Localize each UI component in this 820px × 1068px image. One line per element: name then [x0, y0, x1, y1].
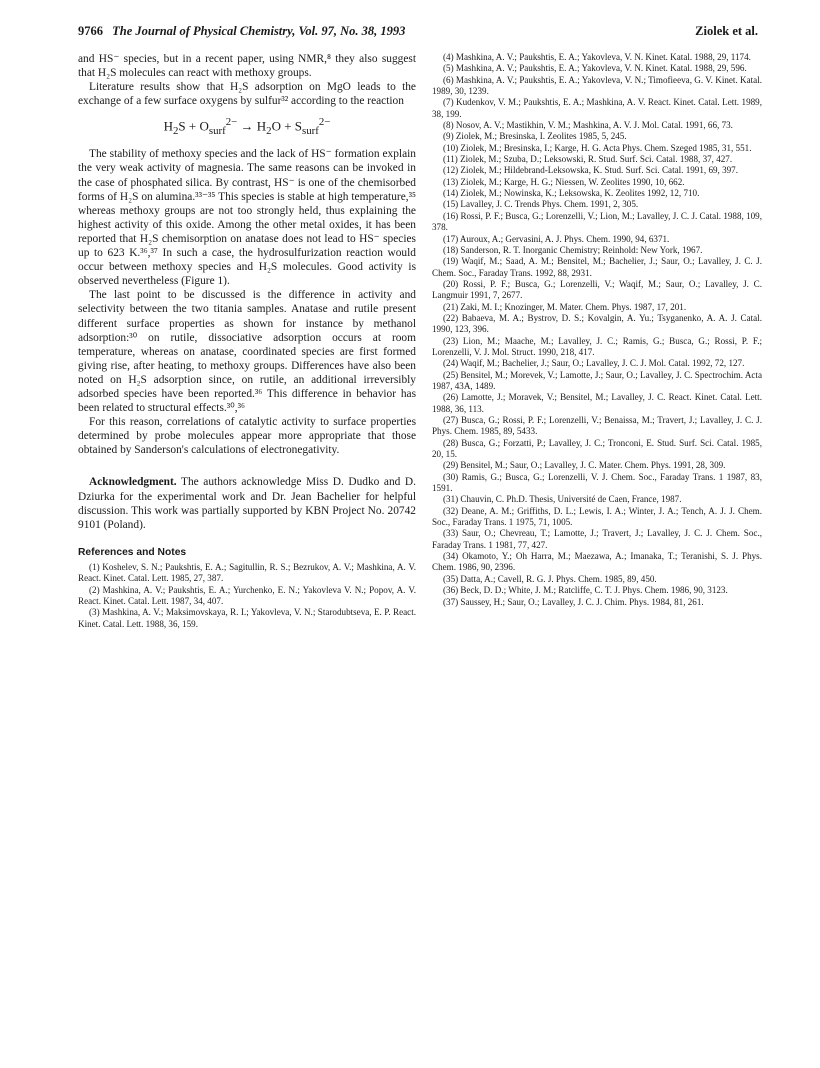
- reference-item: (12) Ziolek, M.; Hildebrand-Leksowska, K. Stud. Surf. Sci. Catal. 1991, 69, 397.: [443, 165, 739, 176]
- paragraph-h2s-mgo: Literature results show that H₂S adsorption on MgO leads to the exchange of a few surface oxygens by sulfur³² according to the reaction: [78, 81, 416, 108]
- reference-item: (15) Lavalley, J. C. Trends Phys. Chem. 1991, 2, 305.: [443, 199, 639, 210]
- paragraph-correlations: For this reason, correlations of catalytic activity to surface properties determined by probe molecules appear more appropriate that those obtained by Sanderson's calculations of electronegativity.: [78, 416, 416, 457]
- acknowledgment-text: The authors acknowledge Miss D. Dudko and D. Dziurka for the experimental work and Dr. Jean Bachelier for helpful discussion. This work was partially supported by KBN Project No. 20742 9101 (Poland).: [78, 476, 416, 531]
- reference-item: (25) Bensitel, M.; Morevek, V.; Lamotte, J.; Saur, O.; Lavalley, J. C. Spectrochim. Acta 1987, 43A, 1489.: [432, 369, 762, 391]
- reference-item: (19) Waqif, M.; Saad, A. M.; Bensitel, M.; Bachelier, J.; Saur, O.; Lavalley, J. C. J. Chem. Soc., Faraday Trans. 1992, 88, 2931.: [432, 256, 762, 278]
- reference-item: (17) Auroux, A.; Gervasini, A. J. Phys. Chem. 1990, 94, 6371.: [443, 233, 670, 244]
- reference-item: (28) Busca, G.; Forzatti, P.; Lavalley, J. C.; Tronconi, E. Stud. Surf. Sci. Catal. 1985, 20, 15.: [432, 437, 762, 460]
- paragraph-titania: The last point to be discussed is the difference in activity and selectivity between the two titania samples. Anatase and rutile present different surface properties as shown for instance by methanol adsorption:³⁰ on rutile, dissociative adsorption occurs at room temperature, whereas on anatase, coordinated species are first formed giving rise, after heating, to methoxy groups. Differences have also been noted on H₂S adsorption since, on rutile, an additional irreversibly adsorbed species have been reported.³⁶ This difference in behavior has been related to structural effects.³⁰,³⁶: [78, 289, 416, 415]
- reference-item: (11) Ziolek, M.; Szuba, D.; Leksowski, R. Stud. Surf. Sci. Catal. 1988, 37, 427.: [443, 154, 733, 165]
- reference-item: (2) Mashkina, A. V.; Paukshtis, E. A.; Yurchenko, E. N.; Yakovleva V. N.; Popov, A. V. React. Kinet. Catal. Lett. 1987, 34, 407.: [78, 584, 416, 606]
- right-column: [432, 52, 762, 608]
- acknowledgment-heading: Acknowledgment.: [89, 476, 177, 489]
- reference-item: (29) Bensitel, M.; Saur, O.; Lavalley, J. C. Mater. Chem. Phys. 1991, 28, 309.: [443, 460, 726, 471]
- reference-item: (24) Waqif, M.; Bachelier, J.; Saur, O.; Lavalley, J. C. J. Mol. Catal. 1992, 72, 127.: [443, 358, 745, 369]
- journal-title: The Journal of Physical Chemistry, Vol. 97, No. 38, 1993: [112, 24, 406, 38]
- reaction-equation: $H_2S + O_{surf}^{2-} \to H_2O + S_{surf}^{2-}$: [163, 116, 331, 138]
- reference-item: (26) Lamotte, J.; Moravek, V.; Bensitel, M.; Lavalley, J. C. React. Kinet. Catal. Lett. 1988, 36, 113.: [432, 392, 762, 414]
- reference-item: (16) Rossi, P. F.; Busca, G.; Lorenzelli, V.; Lion, M.; Lavalley, J. C. J. Catal. 1988, 109, 378.: [432, 210, 762, 233]
- reference-item: (14) Ziolek, M.; Nowinska, K.; Leksowska, K. Zeolites 1992, 12, 710.: [443, 188, 700, 199]
- left-column: [78, 52, 416, 630]
- running-header: [78, 24, 758, 42]
- reference-item: (22) Babaeva, M. A.; Bystrov, D. S.; Kovalgin, A. Yu.; Tsyganenko, A. A. J. Catal. 1990, 123, 396.: [432, 312, 762, 335]
- reference-item: (1) Koshelev, S. N.; Paukshtis, E. A.; Sagitullin, R. S.; Bezrukov, A. V.; Mashkina, A. V. React. Kinet. Catal. Lett. 1985, 27, 387.: [78, 561, 416, 584]
- acknowledgment: [78, 475, 416, 531]
- references-list-right: [432, 52, 762, 608]
- running-authors: Ziolek et al.: [695, 24, 758, 38]
- reference-item: (32) Deane, A. M.; Griffiths, D. L.; Lewis, I. A.; Winter, J. A.; Tench, A. J. J. Chem. Soc., Faraday Trans. 1 1975, 71, 1005.: [432, 505, 762, 528]
- reference-item: (10) Ziolek, M.; Bresinska, I.; Karge, H. G. Acta Phys. Chem. Szeged 1985, 31, 551.: [443, 142, 752, 153]
- reference-item: (3) Mashkina, A. V.; Maksimovskaya, R. I.; Yakovleva, V. N.; Starodubtseva, E. P. React. Kinet. Catal. Lett. 1988, 36, 159.: [78, 607, 416, 629]
- reference-item: (30) Ramis, G.; Busca, G.; Lorenzelli, V. J. Chem. Soc., Faraday Trans. 1 1987, 83, 1591.: [432, 471, 762, 494]
- paragraph-continued: and HS⁻ species, but in a recent paper, using NMR,⁸ they also suggest that H₂S molecules can react with methoxy groups.: [78, 53, 416, 80]
- reference-item: (18) Sanderson, R. T. Inorganic Chemistry; Reinhold: New York, 1967.: [443, 244, 703, 255]
- reference-item: (33) Saur, O.; Chevreau, T.; Lamotte, J.; Travert, J.; Lavalley, J. C. J. Chem. Soc., Faraday Trans. 1 1981, 77, 427.: [432, 528, 762, 550]
- reference-item: (27) Busca, G.; Rossi, P. F.; Lorenzelli, V.; Benaissa, M.; Travert, J.; Lavalley, J. C. J. Phys. Chem. 1985, 89, 5433.: [432, 415, 762, 437]
- reference-item: (20) Rossi, P. F.; Busca, G.; Lorenzelli, V.; Waqif, M.; Saur, O.; Lavalley, J. C. Langmuir 1991, 7, 2677.: [432, 278, 762, 301]
- reference-item: (36) Beck, D. D.; White, J. M.; Ratcliffe, C. T. J. Phys. Chem. 1986, 90, 3123.: [443, 585, 728, 596]
- reference-item: (9) Ziolek, M.; Bresinska, I. Zeolites 1985, 5, 245.: [443, 131, 627, 142]
- reference-item: (5) Mashkina, A. V.; Paukshtis, E. A.; Yakovleva, V. N. Kinet. Katal. 1988, 29, 596.: [443, 63, 747, 74]
- reference-item: (8) Nosov, A. V.; Mastikhin, V. M.; Mashkina, A. V. J. Mol. Catal. 1991, 66, 73.: [443, 120, 733, 131]
- references-list-left: [78, 562, 416, 630]
- reference-item: (34) Okamoto, Y.; Oh Harra, M.; Maezawa, A.; Imanaka, T.; Teranishi, S. J. Phys. Chem. 1986, 90, 2396.: [432, 551, 762, 573]
- reference-item: (13) Ziolek, M.; Karge, H. G.; Niessen, W. Zeolites 1990, 10, 662.: [443, 176, 685, 187]
- page-number: 9766: [78, 24, 103, 38]
- reference-item: (7) Kudenkov, V. M.; Paukshtis, E. A.; Mashkina, A. V. React. Kinet. Catal. Lett. 1989, 38, 199.: [432, 97, 762, 119]
- reference-item: (23) Lion, M.; Maache, M.; Lavalley, J. C.; Ramis, G.; Busca, G.; Rossi, P. F.; Lorenzelli, V. J. Mol. Struct. 1990, 218, 417.: [432, 335, 762, 357]
- reference-item: (37) Saussey, H.; Saur, O.; Lavalley, J. C. J. Chim. Phys. 1984, 81, 261.: [443, 596, 704, 607]
- paragraph-methoxy-stability: The stability of methoxy species and the lack of HS⁻ formation explain the very weak activity of magnesia. The same reasons can be invoked in the case of phosphated silica. By contrast, HS⁻ is one of the chemisorbed forms of H₂S on alumina.³³⁻³⁵ This species is stable at high temperature,³⁵ whereas methoxy groups are not too strongly held, thus explaining the highest activity of this oxide. Among the other metal oxides, it has been reported that H₂S chemisorption on anatase does not lead to HS⁻ species up to 623 K.³⁶,³⁷ In such a case, the hydrosulfurization reaction would occur between methoxy species and H₂S molecules. Good activity is observed nevertheless (Figure 1).: [78, 148, 416, 288]
- reference-item: (31) Chauvin, C. Ph.D. Thesis, Université de Caen, France, 1987.: [443, 494, 682, 505]
- reference-item: (4) Mashkina, A. V.; Paukshtis, E. A.; Yakovleva, V. N. Kinet. Katal. 1988, 29, 1174.: [443, 52, 751, 62]
- references-heading: References and Notes: [78, 546, 187, 558]
- reference-item: (21) Zaki, M. I.; Knozinger, M. Mater. Chem. Phys. 1987, 17, 201.: [443, 301, 687, 312]
- reference-item: (35) Datta, A.; Cavell, R. G. J. Phys. Chem. 1985, 89, 450.: [443, 573, 657, 584]
- reference-item: (6) Mashkina, A. V.; Paukshtis, E. A.; Yakovleva, V. N.; Timofieeva, G. V. Kinet. Katal. 1989, 30, 1239.: [432, 74, 762, 97]
